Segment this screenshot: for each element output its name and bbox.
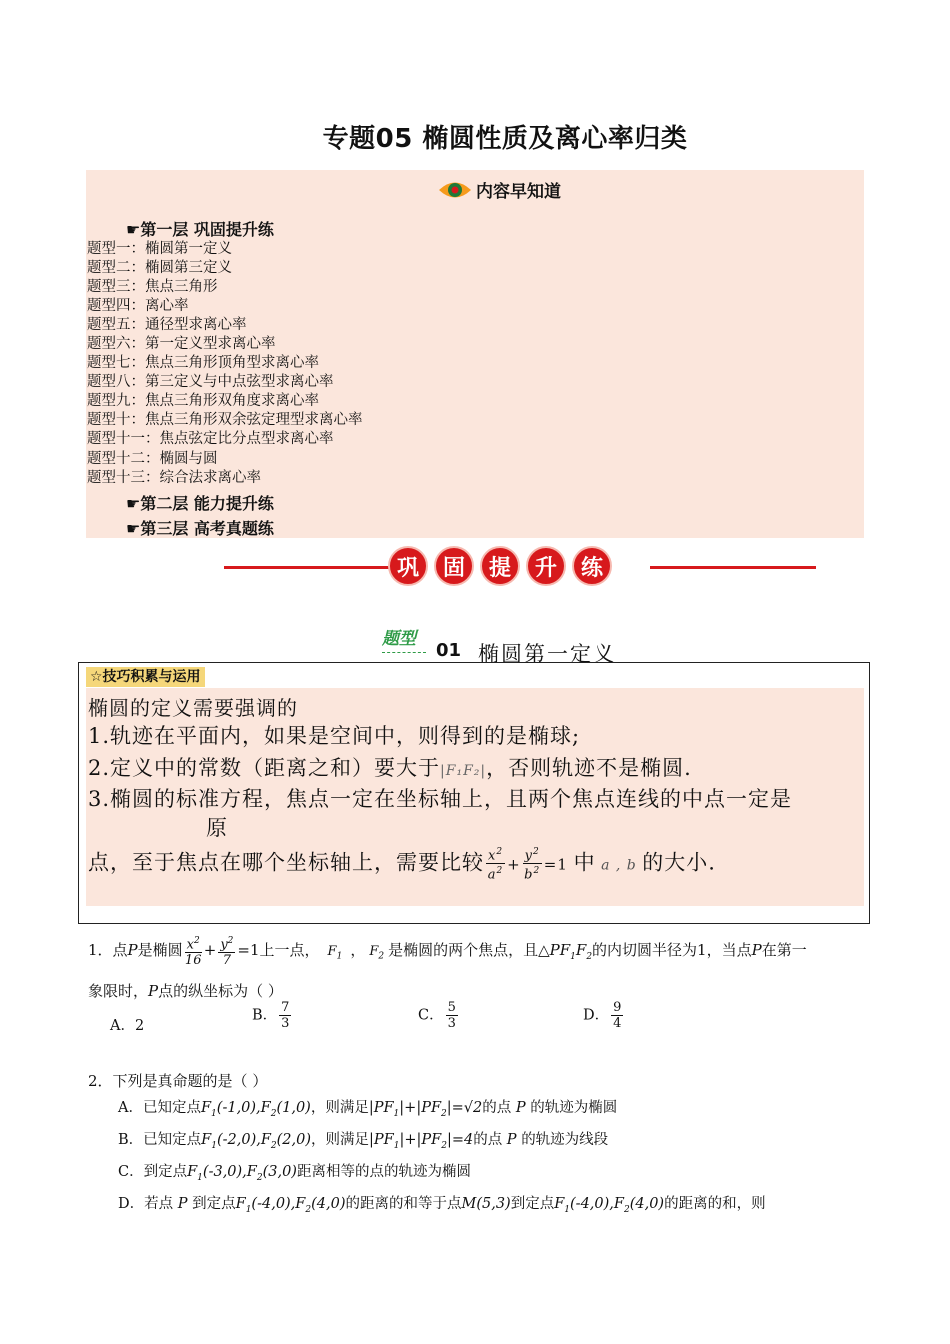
q1-option-d-frac: $\frac{9}{4}$ — [613, 1000, 622, 1031]
banner-char: 升 — [526, 546, 566, 586]
q2-a-text-1: A．已知定点 — [118, 1100, 201, 1116]
q2-c-text-2: 距离相等的点的轨迹为椭圆 — [296, 1164, 471, 1180]
q1-option-a[interactable]: A．2 — [110, 1018, 145, 1034]
skill-line-3-cont: 原 — [206, 816, 228, 840]
toc-item[interactable]: 题型七：焦点三角形顶角型求离心率 — [87, 355, 319, 371]
formula-y2-7: $\frac{y^2}{7}$ — [220, 936, 234, 969]
question-1-line-1: 1．点P是椭圆 $\frac{x^2}{16}$ + $\frac{y^2}{7}$ =1上一点， $F_1$ ， $F_2$ 是椭圆的两个焦点，且$\triangle PF_1F_2$的内切圆半径为1，当点P在第一 — [88, 936, 807, 969]
q1-text-c: 上一点， — [259, 941, 320, 960]
toc-item[interactable]: 题型九：焦点三角形双角度求离心率 — [87, 393, 319, 409]
toc-item[interactable]: 题型五：通径型求离心率 — [87, 317, 247, 333]
q1-option-d[interactable] — [583, 1000, 625, 1031]
q1-text-f: 在第一 — [761, 941, 807, 960]
skills-tag: ☆技巧积累与运用 — [86, 667, 205, 687]
q1-text-g: 象限时， — [88, 982, 149, 1000]
toc-item[interactable]: 题型十三：综合法求离心率 — [87, 470, 261, 486]
q1-option-c-label: C． — [418, 1007, 444, 1024]
section-number: 01 — [436, 640, 462, 661]
q2-option-c[interactable]: C．到定点$F_1(-3,0),F_2(3,0)$距离相等的点的轨迹为椭圆 — [118, 1164, 471, 1183]
q2-d-text-2: 到定点 — [192, 1196, 236, 1212]
formula-ab: a , b — [595, 857, 643, 874]
q1-text-d: 是椭圆的两个焦点，且 — [388, 941, 539, 960]
formula-f1f2: |F₁F₂| — [440, 763, 487, 779]
q1-option-c-frac: $\frac{5}{3}$ — [447, 1000, 456, 1031]
toc-item[interactable]: 题型二：椭圆第三定义 — [87, 260, 232, 276]
q2-b-text-4: 的轨迹为线段 — [521, 1132, 609, 1148]
question-1-line-2: 象限时，P点的纵坐标为（ ） — [88, 982, 283, 1000]
toc-item[interactable]: 题型四：离心率 — [87, 298, 189, 314]
section-tag: 题型 — [382, 629, 416, 649]
toc-layer-1[interactable]: ☛第一层 巩固提升练 — [126, 220, 274, 239]
skill-line-2-tail: ，否则轨迹不是椭圆. — [486, 756, 692, 780]
toc-item[interactable]: 题型一：椭圆第一定义 — [87, 241, 232, 257]
banner-line-right — [650, 566, 816, 569]
formula-x2-16: $\frac{x^2}{16}$ — [184, 936, 202, 969]
q2-d-text-3: 的距离的和等于点 — [345, 1196, 462, 1212]
page-title: 专题05 椭圆性质及离心率归类 — [322, 124, 688, 154]
banner-char: 练 — [572, 546, 612, 586]
q2-a-text-3: 的点 — [482, 1100, 512, 1116]
skill-line-4: 点，至于焦点在哪个坐标轴上，需要比较 $\frac{x^2}{a^2}$ + $\frac{y^2}{b^2}$ =1 中 a , b 的大小. — [88, 847, 716, 883]
eye-icon — [438, 179, 472, 201]
q1-option-b-label: B． — [252, 1007, 278, 1024]
skill-line-4-mid: 中 — [573, 850, 596, 875]
q2-d-text-1: D．若点 — [118, 1196, 174, 1212]
q2-d-text-4: 到定点 — [510, 1196, 555, 1212]
formula-y2b2: $\frac{y^2}{b^2}$ — [524, 847, 541, 883]
q2-b-text-3: 的点 — [473, 1132, 503, 1148]
skill-line-2 — [88, 752, 692, 782]
q1-text-a: 1．点 — [88, 941, 128, 960]
q1-text-h: 点的纵坐标为（ ） — [158, 982, 283, 1000]
question-2-stem: 2．下列是真命题的是（ ） — [88, 1072, 268, 1090]
toc-item[interactable]: 题型八：第三定义与中点弦型求离心率 — [87, 374, 334, 390]
section-tag-underline — [382, 652, 426, 653]
skill-line-1: 1.轨迹在平面内，如果是空间中，则得到的是椭球; — [88, 724, 581, 748]
q2-option-a[interactable]: A．已知定点$F_1(-1,0),F_2(1,0)$，则满足$|PF_1|+|PF_2|=√2$的点 P 的轨迹为椭圆 — [118, 1100, 618, 1119]
q1-option-c[interactable] — [418, 1000, 460, 1031]
skill-line-3: 3.椭圆的标准方程，焦点一定在坐标轴上，且两个焦点连线的中点一定是 — [88, 787, 793, 811]
q1-text-e: 的内切圆半径为1，当点 — [592, 941, 752, 960]
q2-option-b[interactable]: B．已知定点$F_1(-2,0),F_2(2,0)$，则满足$|PF_1|+|PF_2|=4$的点 P 的轨迹为线段 — [118, 1132, 609, 1151]
q2-b-text-2: ，则满足 — [311, 1132, 370, 1148]
q1-option-b-frac: $\frac{7}{3}$ — [281, 1000, 290, 1031]
q2-option-d[interactable]: D．若点 P 到定点$F_1(-4,0),F_2(4,0)$的距离的和等于点M(5,3)到定点$F_1(-4,0),F_2(4,0)$的距离的和，则 — [118, 1196, 766, 1215]
toc-layer-2[interactable]: ☛第二层 能力提升练 — [126, 494, 274, 513]
toc-item[interactable]: 题型十：焦点三角形双余弦定理型求离心率 — [87, 412, 363, 428]
skill-line-4-tail: 的大小. — [642, 850, 716, 875]
banner-char: 巩 — [388, 546, 428, 586]
q2-c-text-1: C．到定点 — [118, 1164, 188, 1180]
banner-line-left — [224, 566, 390, 569]
toc-item[interactable]: 题型六：第一定义型求离心率 — [87, 336, 276, 352]
skill-line-2-text: 2.定义中的常数（距离之和）要大于 — [88, 756, 441, 780]
formula-x2a2: $\frac{x^2}{a^2}$ — [487, 847, 504, 883]
q1-option-d-label: D． — [583, 1007, 610, 1024]
q1-option-b[interactable] — [252, 1000, 293, 1031]
section-banner — [388, 546, 612, 586]
banner-char: 提 — [480, 546, 520, 586]
section-name: 椭圆第一定义 — [478, 642, 616, 666]
toc-heading — [438, 177, 561, 202]
skill-line-4-text: 点，至于焦点在哪个坐标轴上，需要比较 — [88, 850, 484, 875]
q2-b-text-1: B．已知定点 — [118, 1132, 202, 1148]
toc-item[interactable]: 题型十二：椭圆与圆 — [87, 451, 218, 467]
toc-heading-text: 内容早知道 — [476, 182, 561, 202]
toc-item[interactable]: 题型三：焦点三角形 — [87, 279, 218, 295]
toc-item[interactable]: 题型十一：焦点弦定比分点型求离心率 — [87, 431, 334, 447]
q2-a-text-2: ，则满足 — [310, 1100, 369, 1116]
q2-d-text-5: 的距离的和，则 — [664, 1196, 766, 1212]
toc-layer-3[interactable]: ☛第三层 高考真题练 — [126, 519, 274, 538]
q2-a-text-4: 的轨迹为椭圆 — [530, 1100, 618, 1116]
banner-char: 固 — [434, 546, 474, 586]
q1-text-b: 是椭圆 — [137, 941, 183, 960]
skill-line-0: 椭圆的定义需要强调的 — [88, 696, 298, 720]
